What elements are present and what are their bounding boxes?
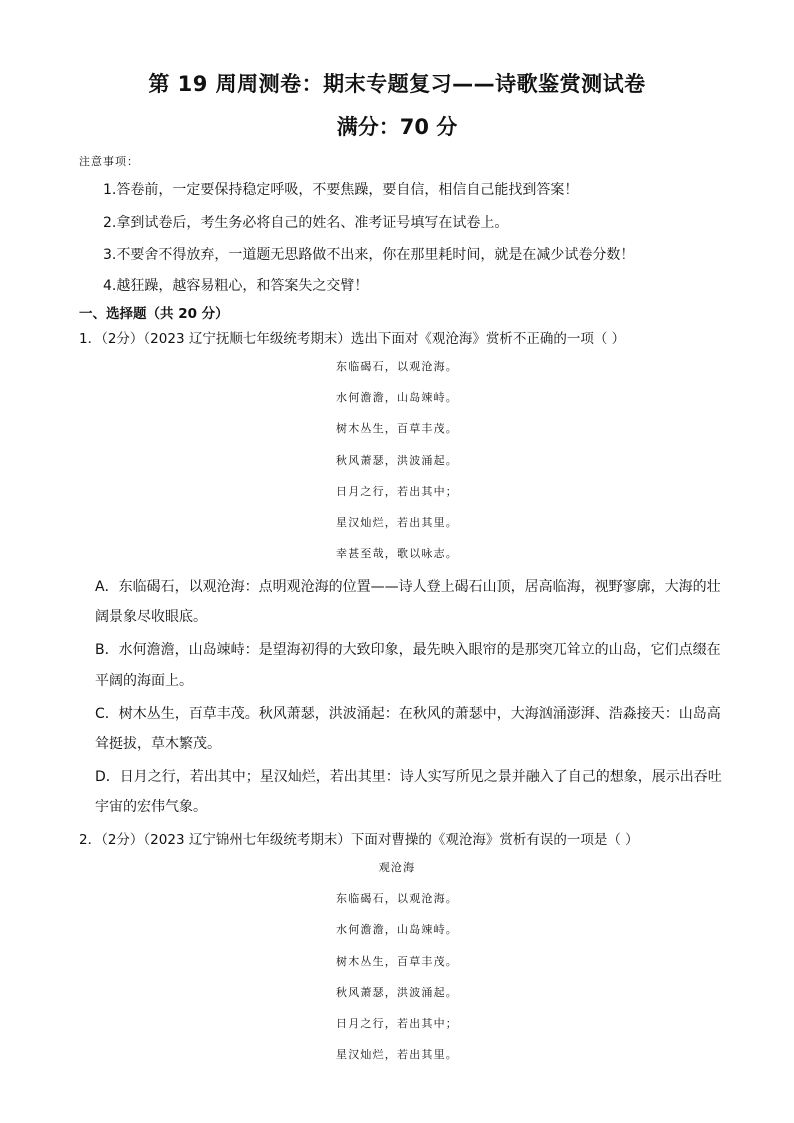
question-stem: 2．（2分）（2023 辽宁锦州七年级统考期末）下面对曹操的《观沧海》赏析有误的一项是（ ） bbox=[79, 832, 639, 848]
option-b: B．水何澹澹，山岛竦峙：是望海初得的大致印象，最先映入眼帘的是那突兀耸立的山岛，它们点缀在 bbox=[95, 642, 721, 658]
poem-title: 观沧海 bbox=[378, 861, 416, 874]
notice-item: 3.不要舍不得放弃，一道题无思路做不出来，你在那里耗时间，就是在减少试卷分数！ bbox=[103, 247, 635, 263]
poem-line: 秋风萧瑟，洪波涌起。 bbox=[336, 986, 458, 999]
option-c-cont: 耸挺拔，草木繁茂。 bbox=[95, 736, 221, 752]
page-title: 第 19 周周测卷：期末专题复习——诗歌鉴赏测试卷 bbox=[148, 72, 646, 96]
notice-item: 4.越狂躁，越容易粗心，和答案失之交臂！ bbox=[103, 278, 369, 294]
section-heading: 一、选择题（共 20 分） bbox=[79, 306, 229, 322]
poem-line: 秋风萧瑟，洪波涌起。 bbox=[336, 454, 458, 467]
poem-line: 日月之行，若出其中； bbox=[336, 485, 458, 498]
notice-item: 1.答卷前，一定要保持稳定呼吸，不要焦躁，要自信，相信自己能找到答案！ bbox=[103, 182, 579, 198]
option-d: D．日月之行，若出其中；星汉灿烂，若出其里：诗人实写所见之景并融入了自己的想象，展示出吞吐 bbox=[95, 769, 722, 785]
poem-line: 树木丛生，百草丰茂。 bbox=[336, 955, 458, 968]
option-c: C．树木丛生，百草丰茂。秋风萧瑟，洪波涌起：在秋风的萧瑟中，大海汹涌澎湃、浩淼接天：山岛高 bbox=[95, 706, 721, 722]
poem-line: 星汉灿烂，若出其里。 bbox=[336, 1048, 458, 1061]
notice-heading: 注意事项： bbox=[79, 155, 139, 168]
poem-line: 东临碣石，以观沧海。 bbox=[336, 360, 458, 373]
poem-line: 树木丛生，百草丰茂。 bbox=[336, 422, 458, 435]
poem-line: 日月之行，若出其中； bbox=[336, 1017, 458, 1030]
poem-line: 幸甚至哉，歌以咏志。 bbox=[336, 547, 458, 560]
option-a-cont: 阔景象尽收眼底。 bbox=[95, 609, 207, 625]
question-stem: 1．（2分）（2023 辽宁抚顺七年级统考期末）选出下面对《观沧海》赏析不正确的一项（ ） bbox=[79, 331, 626, 347]
page-subtitle: 满分：70 分 bbox=[336, 115, 458, 139]
poem-line: 水何澹澹，山岛竦峙。 bbox=[336, 391, 458, 404]
poem-line: 星汉灿烂，若出其里。 bbox=[336, 516, 458, 529]
poem-line: 水何澹澹，山岛竦峙。 bbox=[336, 923, 458, 936]
poem-line: 东临碣石，以观沧海。 bbox=[336, 892, 458, 905]
option-a: A．东临碣石，以观沧海：点明观沧海的位置——诗人登上碣石山顶，居高临海，视野寥廓，大海的壮 bbox=[95, 579, 721, 595]
option-b-cont: 平阔的海面上。 bbox=[95, 673, 193, 689]
option-d-cont: 宇宙的宏伟气象。 bbox=[95, 799, 207, 815]
notice-item: 2.拿到试卷后，考生务必将自己的姓名、准考证号填写在试卷上。 bbox=[103, 215, 509, 231]
